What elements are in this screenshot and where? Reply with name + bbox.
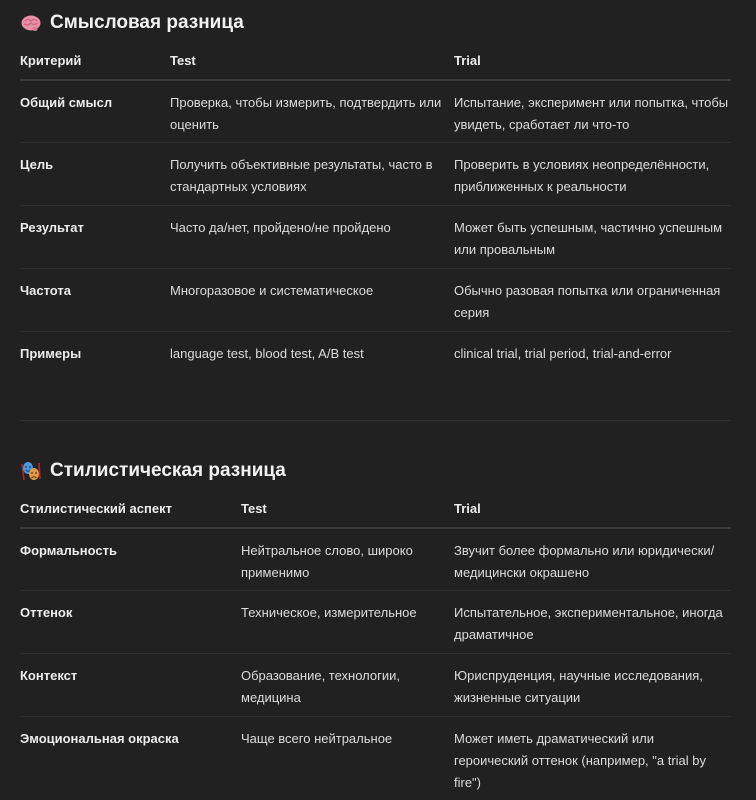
test-cell: Техническое, измерительное bbox=[241, 590, 454, 653]
section-stylistic-difference bbox=[20, 456, 731, 796]
criterion-cell: Формальность bbox=[20, 528, 241, 590]
section-title-text: Стилистическая разница bbox=[50, 460, 286, 481]
table-row bbox=[20, 590, 731, 653]
section-title-text: Смысловая разница bbox=[50, 12, 244, 33]
column-header: Trial bbox=[454, 53, 731, 80]
table-row bbox=[20, 653, 731, 716]
trial-cell: Звучит более формально или юридически/ медицински окрашено bbox=[454, 528, 731, 590]
section-title bbox=[20, 8, 731, 38]
criterion-cell: Эмоциональная окраска bbox=[20, 730, 179, 746]
section-semantic-difference bbox=[20, 8, 731, 371]
test-cell: Проверка, чтобы измерить, подтвердить или оценить bbox=[170, 80, 454, 142]
stylistic-table bbox=[20, 501, 731, 796]
test-cell: Получить объективные результаты, часто в стандартных условиях bbox=[170, 142, 454, 205]
semantic-table bbox=[20, 53, 731, 371]
test-cell: Многоразовое и систематическое bbox=[170, 268, 454, 331]
table-header-row bbox=[20, 53, 731, 80]
trial-cell: clinical trial, trial period, trial-and-error bbox=[454, 345, 672, 361]
criterion-cell: Результат bbox=[20, 205, 170, 268]
table-header-row bbox=[20, 501, 731, 528]
section-title bbox=[20, 456, 731, 486]
column-header: Стилистический аспект bbox=[20, 501, 241, 528]
test-cell: Образование, технологии, медицина bbox=[241, 653, 454, 716]
column-header: Test bbox=[241, 501, 454, 528]
test-cell: language test, blood test, A/B test bbox=[170, 345, 364, 361]
column-header: Test bbox=[170, 53, 454, 80]
test-cell: Нейтральное слово, широко применимо bbox=[241, 528, 454, 590]
trial-cell: Испытательное, экспериментальное, иногда драматичное bbox=[454, 590, 731, 653]
criterion-cell: Общий смысл bbox=[20, 80, 170, 142]
table-row bbox=[20, 268, 731, 331]
table-row bbox=[20, 80, 731, 142]
column-header: Trial bbox=[454, 501, 731, 528]
table-row bbox=[20, 528, 731, 590]
brain-icon bbox=[20, 12, 42, 34]
criterion-cell: Частота bbox=[20, 268, 170, 331]
column-header: Критерий bbox=[20, 53, 170, 80]
trial-cell: Может быть успешным, частично успешным или провальным bbox=[454, 205, 731, 268]
table-row bbox=[20, 205, 731, 268]
criterion-cell: Примеры bbox=[20, 345, 82, 361]
criterion-cell: Цель bbox=[20, 142, 170, 205]
table-row bbox=[20, 142, 731, 205]
criterion-cell: Контекст bbox=[20, 653, 241, 716]
trial-cell: Обычно разовая попытка или ограниченная серия bbox=[454, 268, 731, 331]
table-row bbox=[20, 331, 731, 371]
section-divider bbox=[20, 420, 731, 421]
test-cell: Часто да/нет, пройдено/не пройдено bbox=[170, 205, 454, 268]
trial-cell: Может иметь драматический или героический оттенок (например, "a trial by fire") bbox=[454, 730, 707, 790]
table-row bbox=[20, 716, 731, 796]
theater-masks-icon bbox=[20, 460, 42, 482]
trial-cell: Испытание, эксперимент или попытка, чтобы увидеть, сработает ли что-то bbox=[454, 80, 731, 142]
trial-cell: Юриспруденция, научные исследования, жизненные ситуации bbox=[454, 653, 731, 716]
criterion-cell: Оттенок bbox=[20, 590, 241, 653]
trial-cell: Проверить в условиях неопределённости, приближенных к реальности bbox=[454, 142, 731, 205]
test-cell: Чаще всего нейтральное bbox=[241, 730, 393, 746]
